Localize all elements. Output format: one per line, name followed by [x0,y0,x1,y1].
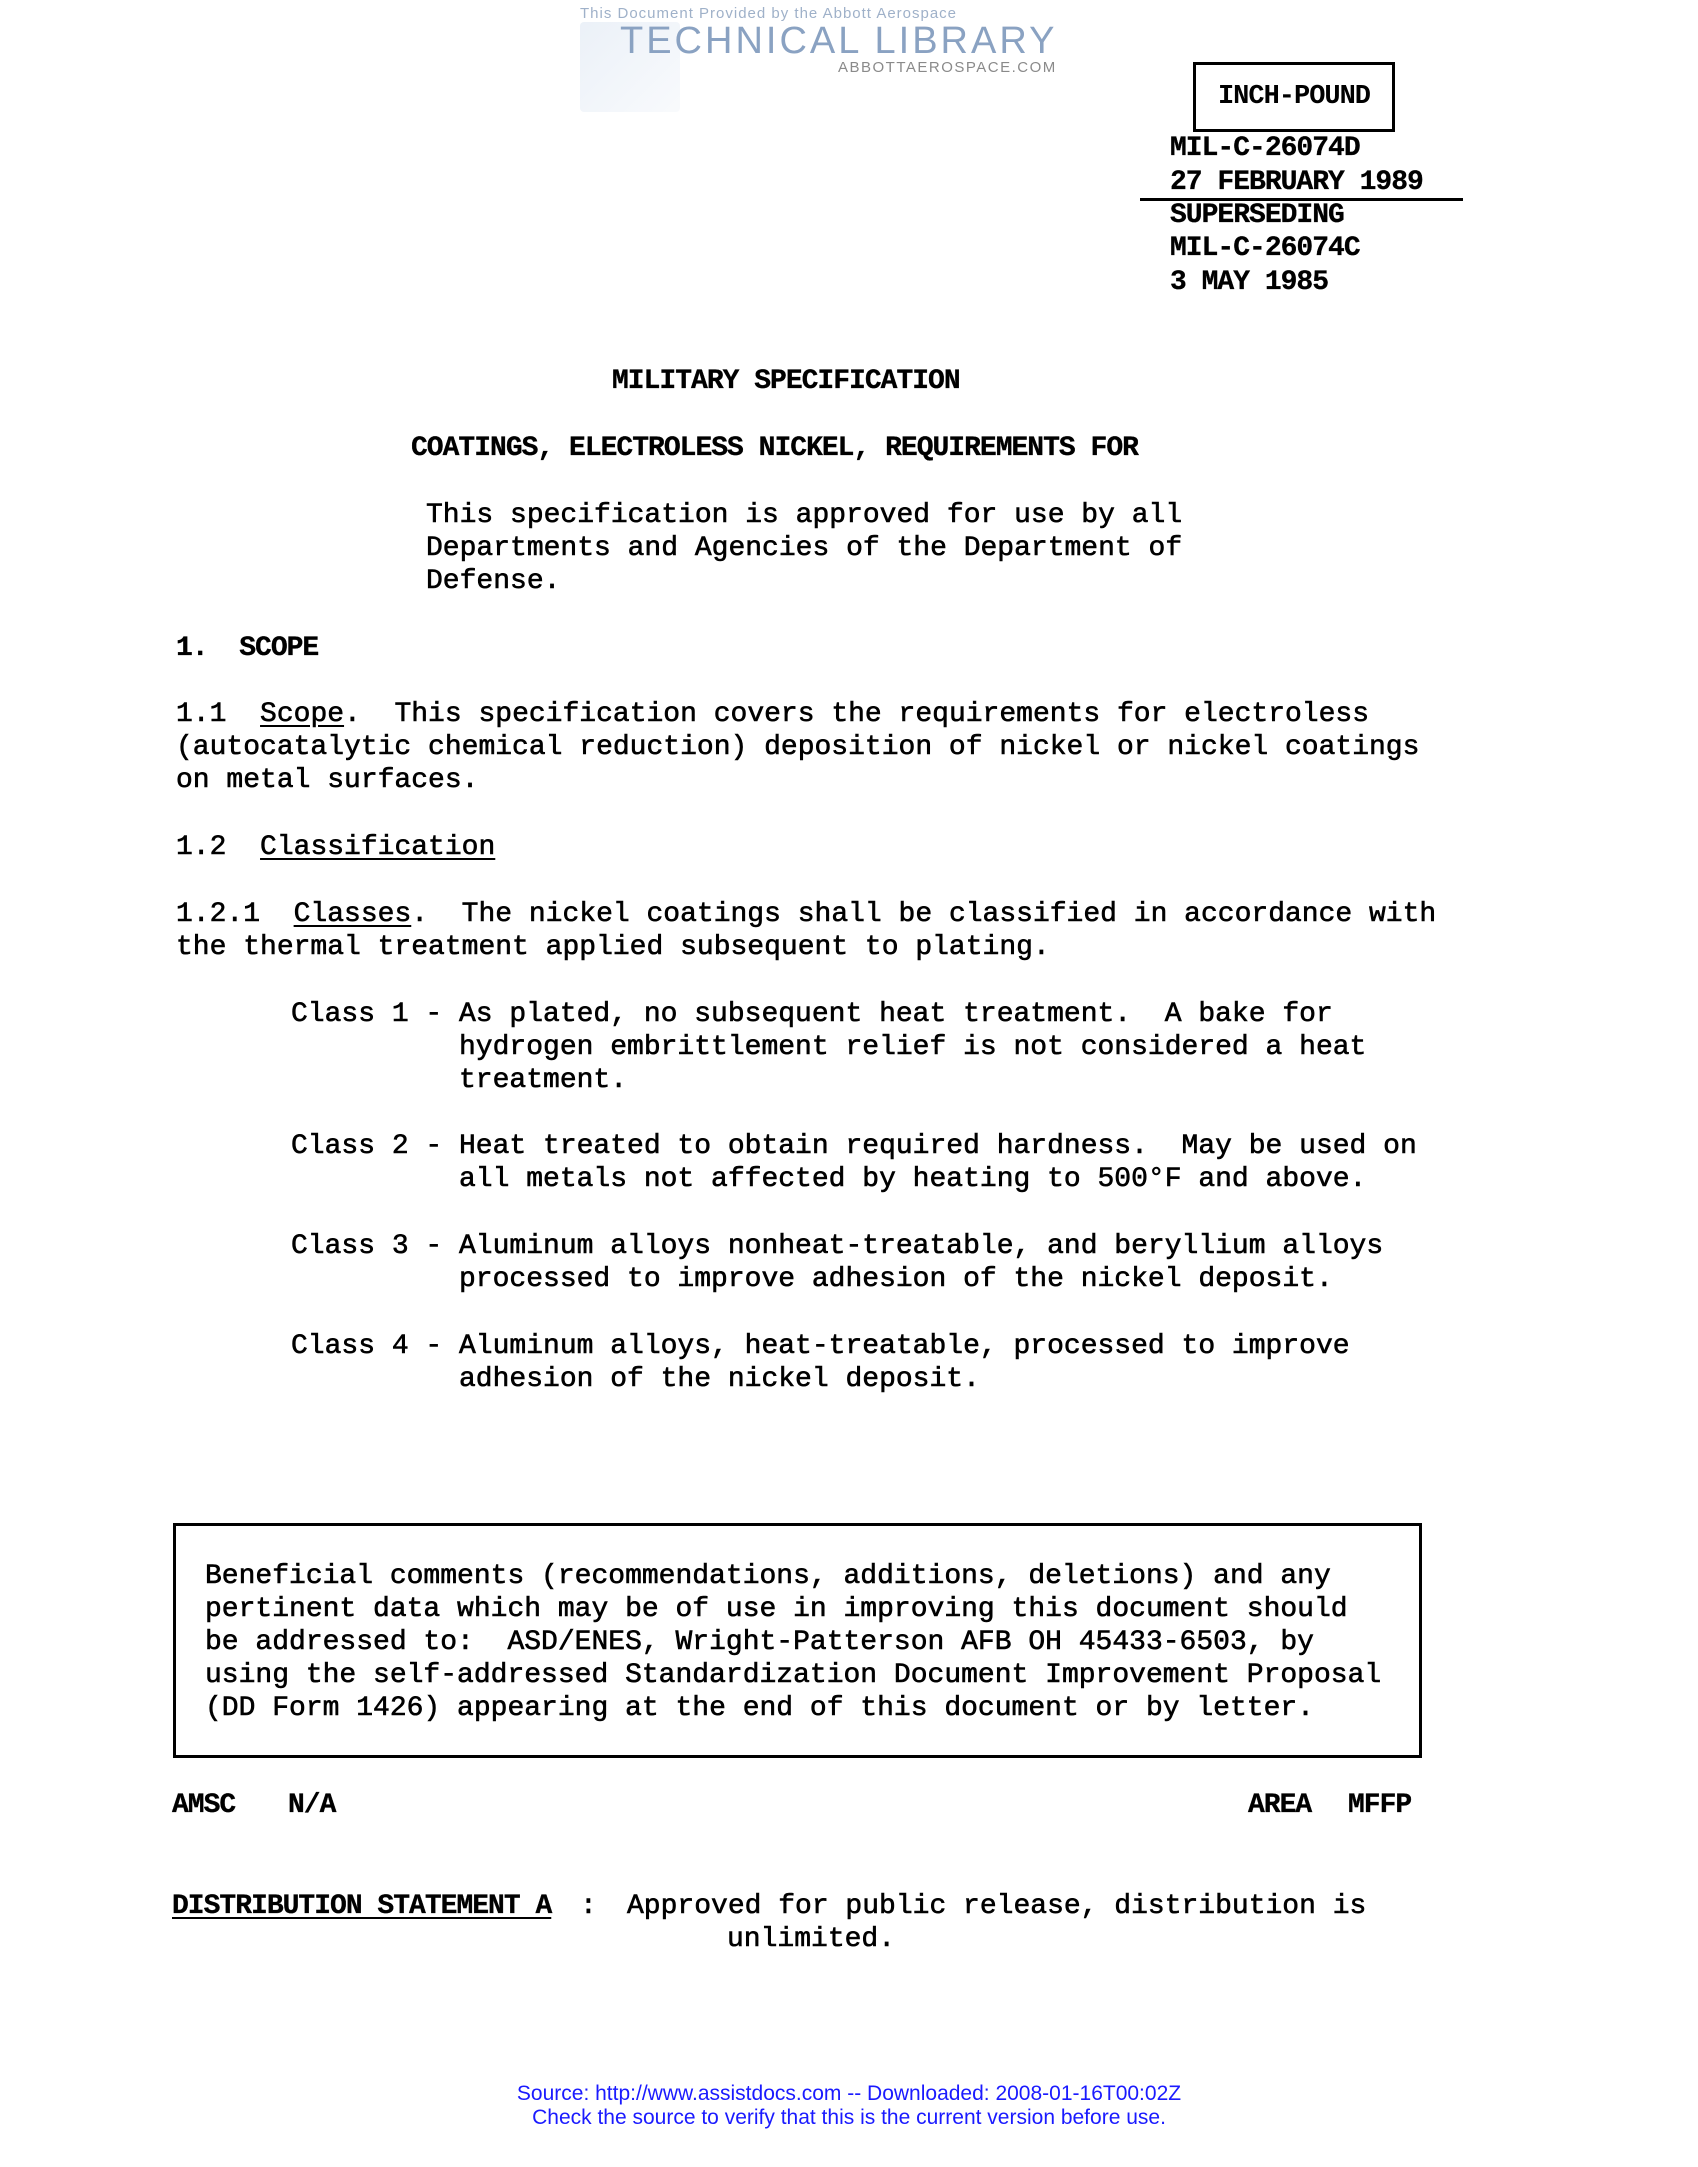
doc-date: 27 FEBRUARY 1989 [1170,167,1423,198]
para-number: 1.2 [176,832,227,863]
class-4-label: Class 4 - [291,1331,443,1362]
approval-line: This specification is approved for use by all [426,500,1183,531]
para-1-1-line: (autocatalytic chemical reduction) deposition of nickel or nickel coatings [176,732,1420,763]
para-number: 1.1 [176,699,227,730]
superseded-date: 3 MAY 1985 [1170,267,1329,298]
doc-id: MIL-C-26074D [1170,133,1360,164]
watermark-line1: This Document Provided by the Abbott Aerospace [580,5,958,22]
watermark-title: TECHNICAL LIBRARY [620,20,1058,62]
class-1-label: Class 1 - [291,999,443,1030]
distribution-text: unlimited. [727,1924,896,1955]
approval-line: Departments and Agencies of the Department of [426,533,1183,564]
para-1-2-1-line [176,898,1436,931]
comments-line: using the self-addressed Standardization Document Improvement Proposal [205,1660,1382,1691]
para-title: Classification [260,832,496,863]
class-4-text: Aluminum alloys, heat-treatable, processed to improve [459,1331,1350,1362]
comments-line: (DD Form 1426) appearing at the end of this document or by letter. [205,1693,1314,1724]
comments-line: pertinent data which may be of use in improving this document should [205,1594,1348,1625]
class-1-text: hydrogen embrittlement relief is not considered a heat [459,1032,1367,1063]
class-3-text: Aluminum alloys nonheat-treatable, and beryllium alloys [459,1231,1384,1262]
class-2-text: Heat treated to obtain required hardness. May be used on [459,1131,1417,1162]
class-3-label: Class 3 - [291,1231,443,1262]
watermark-url: ABBOTTAEROSPACE.COM [838,59,1057,76]
para-1-1-line [176,698,1369,731]
amsc-value: N/A [288,1790,336,1821]
para-number: 1.2.1 [176,899,261,930]
para-title: Classes [293,899,412,930]
inch-pound-label: INCH-POUND [1217,82,1371,112]
area-value: MFFP [1348,1790,1412,1821]
distribution-colon: : [580,1891,597,1922]
para-1-2-1-line: the thermal treatment applied subsequent to plating. [176,932,1050,963]
spec-subject-heading: COATINGS, ELECTROLESS NICKEL, REQUIREMENTS FOR [411,433,1138,464]
class-3-text: processed to improve adhesion of the nickel deposit. [459,1264,1333,1295]
class-1-text: treatment. [459,1065,628,1096]
para-1-2-heading [176,831,495,864]
source-footer-line: Source: http://www.assistdocs.com -- Downloaded: 2008-01-16T00:02Z [516,2082,1182,2105]
source-footer-line: Check the source to verify that this is the current version before use. [532,2106,1166,2129]
class-2-text: all metals not affected by heating to 500°F and above. [459,1164,1367,1195]
para-1-1-line: on metal surfaces. [176,765,479,796]
inch-pound-box [1193,62,1395,132]
superseding-label: SUPERSEDING [1170,200,1344,231]
para-text: . This specification covers the requirements for electroless [344,699,1370,730]
comments-line: be addressed to: ASD/ENES, Wright-Patterson AFB OH 45433-6503, by [205,1627,1314,1658]
spec-type-heading: MILITARY SPECIFICATION [612,366,960,397]
class-1-text: As plated, no subsequent heat treatment. A bake for [459,999,1333,1030]
class-2-label: Class 2 - [291,1131,443,1162]
para-text: . The nickel coatings shall be classified in accordance with [411,899,1437,930]
distribution-text: Approved for public release, distribution is [627,1891,1367,1922]
class-4-text: adhesion of the nickel deposit. [459,1364,980,1395]
superseded-id: MIL-C-26074C [1170,233,1360,264]
area-label: AREA [1248,1790,1312,1821]
para-title: Scope [260,699,345,730]
comments-line: Beneficial comments (recommendations, additions, deletions) and any [205,1561,1331,1592]
section-scope-heading: 1. SCOPE [176,633,319,664]
amsc-label: AMSC [172,1790,236,1821]
approval-line: Defense. [426,566,561,597]
distribution-label: DISTRIBUTION STATEMENT A [172,1891,552,1922]
